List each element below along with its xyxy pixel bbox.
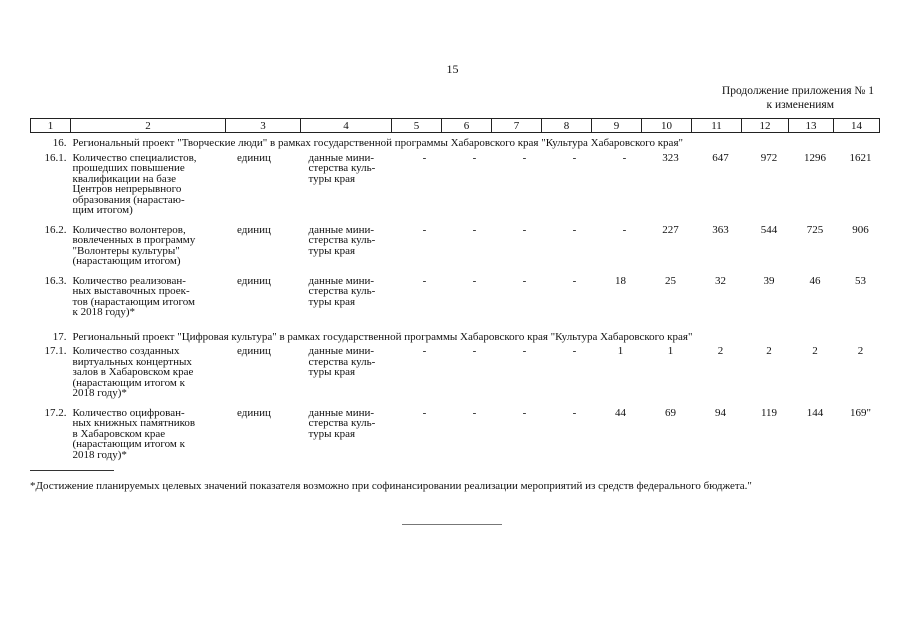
value-cell: 363 — [712, 223, 729, 236]
appendix-line-2: к изменениям — [766, 99, 834, 111]
table-row — [31, 346, 880, 408]
indicator-name-line: вовлеченных в программу — [72, 234, 196, 246]
indicator-name-line: 2018 году)* — [72, 387, 127, 399]
value-cell: 1621 — [849, 151, 872, 164]
data-source-line: данные мини- — [308, 223, 375, 236]
data-source-line: туры края — [308, 244, 356, 257]
table-row — [31, 225, 880, 276]
item-number: 17.1. — [44, 345, 67, 357]
section-number: 17. — [52, 330, 67, 343]
value-cell: 972 — [760, 151, 778, 164]
data-source — [301, 276, 392, 327]
indicator-name-line: залов в Хабаровском крае — [72, 366, 194, 378]
indicator-name-line: Количество волонтеров, — [72, 223, 186, 236]
table-row — [31, 408, 880, 470]
value-cell: 39 — [763, 274, 775, 287]
value-cell: 44 — [615, 406, 626, 419]
unit-of-measure: единиц — [237, 151, 271, 164]
data-source-line: данные мини- — [308, 345, 375, 357]
indicator-name-line: виртуальных концертных — [72, 355, 192, 368]
unit-of-measure: единиц — [237, 406, 271, 419]
column-header: 1 — [31, 119, 71, 133]
appendix-continuation-note — [722, 84, 874, 112]
item-number: 16.3. — [44, 274, 67, 287]
column-header: 14 — [834, 119, 880, 133]
indicator-name-line: Центров непрерывного — [72, 183, 182, 195]
value-cell: - — [422, 151, 427, 164]
value-cell: 1296 — [804, 151, 826, 164]
indicator-name-line: Количество созданных — [72, 345, 180, 357]
indicator-name — [71, 408, 226, 470]
section-title: Региональный проект "Цифровая культура" в рамках государственной программы Хабаровского края "Культура Хабаровского края" — [72, 330, 693, 343]
indicator-name-line: щим итогом) — [72, 204, 133, 216]
data-source-line: стерства куль- — [308, 417, 376, 429]
value-cell: 227 — [662, 223, 679, 236]
indicator-name-line: "Волонтеры культуры" — [72, 244, 180, 257]
indicator-name-line: Количество специалистов, — [72, 151, 197, 164]
section-row — [31, 327, 880, 347]
indicator-name-line: Количество оцифрован- — [72, 406, 185, 419]
column-header: 3 — [226, 119, 301, 133]
column-header: 11 — [692, 119, 742, 133]
column-header: 9 — [592, 119, 642, 133]
indicator-name — [71, 153, 226, 225]
item-number: 17.2. — [44, 406, 67, 419]
value-cell: - — [572, 406, 577, 419]
unit-of-measure: единиц — [237, 345, 271, 357]
unit-of-measure: единиц — [237, 223, 271, 236]
footnote-separator — [30, 470, 114, 471]
data-source-line: туры края — [308, 172, 356, 185]
column-header: 12 — [742, 119, 789, 133]
value-cell: - — [422, 406, 427, 419]
value-cell: 2 — [812, 345, 818, 357]
value-cell: 94 — [715, 406, 726, 419]
value-cell: - — [572, 345, 577, 357]
value-cell: - — [522, 223, 527, 236]
value-cell: 25 — [665, 274, 676, 287]
data-source-line: данные мини- — [308, 151, 375, 164]
value-cell: - — [622, 223, 627, 236]
data-source-line: стерства куль- — [308, 285, 376, 297]
value-cell: 544 — [760, 223, 778, 236]
value-cell: - — [422, 223, 427, 236]
indicator-name — [71, 346, 226, 408]
unit-of-measure: единиц — [237, 274, 271, 287]
table-body — [31, 133, 880, 470]
value-cell: 323 — [662, 151, 679, 164]
indicator-name-line: ных выставочных проек- — [72, 285, 190, 297]
indicator-name-line: прошедших повышение — [72, 162, 185, 174]
column-header: 2 — [71, 119, 226, 133]
data-source-line: данные мини- — [308, 406, 375, 419]
column-header: 5 — [392, 119, 442, 133]
item-number: 16.1. — [44, 151, 67, 164]
column-header: 6 — [442, 119, 492, 133]
value-cell: 2 — [766, 345, 772, 357]
data-source-line: данные мини- — [308, 274, 375, 287]
value-cell: 32 — [715, 274, 726, 287]
value-cell: - — [522, 406, 527, 419]
value-cell: - — [572, 151, 577, 164]
data-source — [301, 153, 392, 225]
indicators-table — [30, 118, 880, 469]
value-cell: - — [472, 151, 477, 164]
value-cell: 2 — [717, 345, 724, 357]
data-source-line: туры края — [308, 366, 356, 378]
data-source-line: туры края — [308, 427, 356, 440]
value-cell: 169" — [850, 406, 871, 419]
column-header: 4 — [301, 119, 392, 133]
indicator-name-line: (нарастающим итогом к — [72, 438, 185, 450]
end-separator — [402, 524, 502, 525]
data-source-line: стерства куль- — [308, 162, 376, 174]
indicator-name-line: ных книжных памятников — [72, 417, 196, 429]
table-row — [31, 153, 880, 225]
value-cell: 18 — [615, 274, 626, 287]
column-header: 13 — [789, 119, 834, 133]
value-cell: 53 — [855, 274, 866, 287]
data-source — [301, 225, 392, 276]
value-cell: - — [522, 151, 527, 164]
column-header: 10 — [642, 119, 692, 133]
page-number: 15 — [446, 62, 459, 76]
value-cell: - — [472, 223, 477, 236]
data-source — [301, 408, 392, 470]
appendix-line-1: Продолжение приложения № 1 — [721, 85, 874, 97]
section-title: Региональный проект "Творческие люди" в рамках государственной программы Хабаровского края "Культура Хабаровского края" — [72, 137, 683, 149]
value-cell: - — [572, 223, 577, 236]
column-number-row — [31, 119, 880, 133]
indicator-name — [71, 225, 226, 276]
data-source-line: стерства куль- — [308, 355, 376, 368]
value-cell: 906 — [852, 223, 869, 236]
indicator-name-line: образования (нарастаю- — [72, 193, 185, 206]
value-cell: - — [422, 274, 427, 287]
value-cell: 144 — [806, 406, 824, 419]
indicator-name-line: в Хабаровском крае — [72, 427, 166, 440]
indicator-name — [71, 276, 226, 327]
value-cell: 647 — [712, 151, 729, 164]
item-number: 16.2. — [44, 223, 67, 236]
data-source — [301, 346, 392, 408]
value-cell: 46 — [809, 274, 821, 287]
value-cell: - — [522, 274, 527, 287]
value-cell: - — [622, 151, 627, 164]
indicator-name-line: тов (нарастающим итогом — [72, 295, 195, 308]
indicator-name-line: Количество реализован- — [72, 274, 186, 287]
footnote: *Достижение планируемых целевых значений показателя возможно при софинансировании реализации мероприятий из средств федерального бюджета." — [30, 480, 752, 492]
table-row — [31, 276, 880, 327]
value-cell: - — [422, 345, 427, 357]
data-source-line: стерства куль- — [308, 234, 376, 246]
value-cell: - — [472, 345, 477, 357]
indicator-name-line: 2018 году)* — [72, 448, 127, 461]
indicator-name-line: к 2018 году)* — [72, 306, 136, 318]
value-cell: 725 — [806, 223, 824, 236]
value-cell: - — [572, 274, 577, 287]
column-header: 8 — [542, 119, 592, 133]
indicator-name-line: квалификации на базе — [72, 172, 176, 185]
value-cell: 1 — [617, 345, 624, 357]
value-cell: - — [472, 274, 477, 287]
indicator-name-line: (нарастающим итогом к — [72, 376, 185, 389]
value-cell: 69 — [665, 406, 676, 419]
value-cell: 2 — [857, 345, 864, 357]
indicator-name-line: (нарастающим итогом) — [72, 255, 181, 267]
value-cell: 119 — [760, 406, 778, 419]
value-cell: - — [472, 406, 477, 419]
section-number: 16. — [52, 137, 67, 149]
value-cell: 1 — [667, 345, 674, 357]
data-source-line: туры края — [308, 295, 356, 308]
value-cell: - — [522, 345, 527, 357]
section-row — [31, 133, 880, 153]
column-header: 7 — [492, 119, 542, 133]
